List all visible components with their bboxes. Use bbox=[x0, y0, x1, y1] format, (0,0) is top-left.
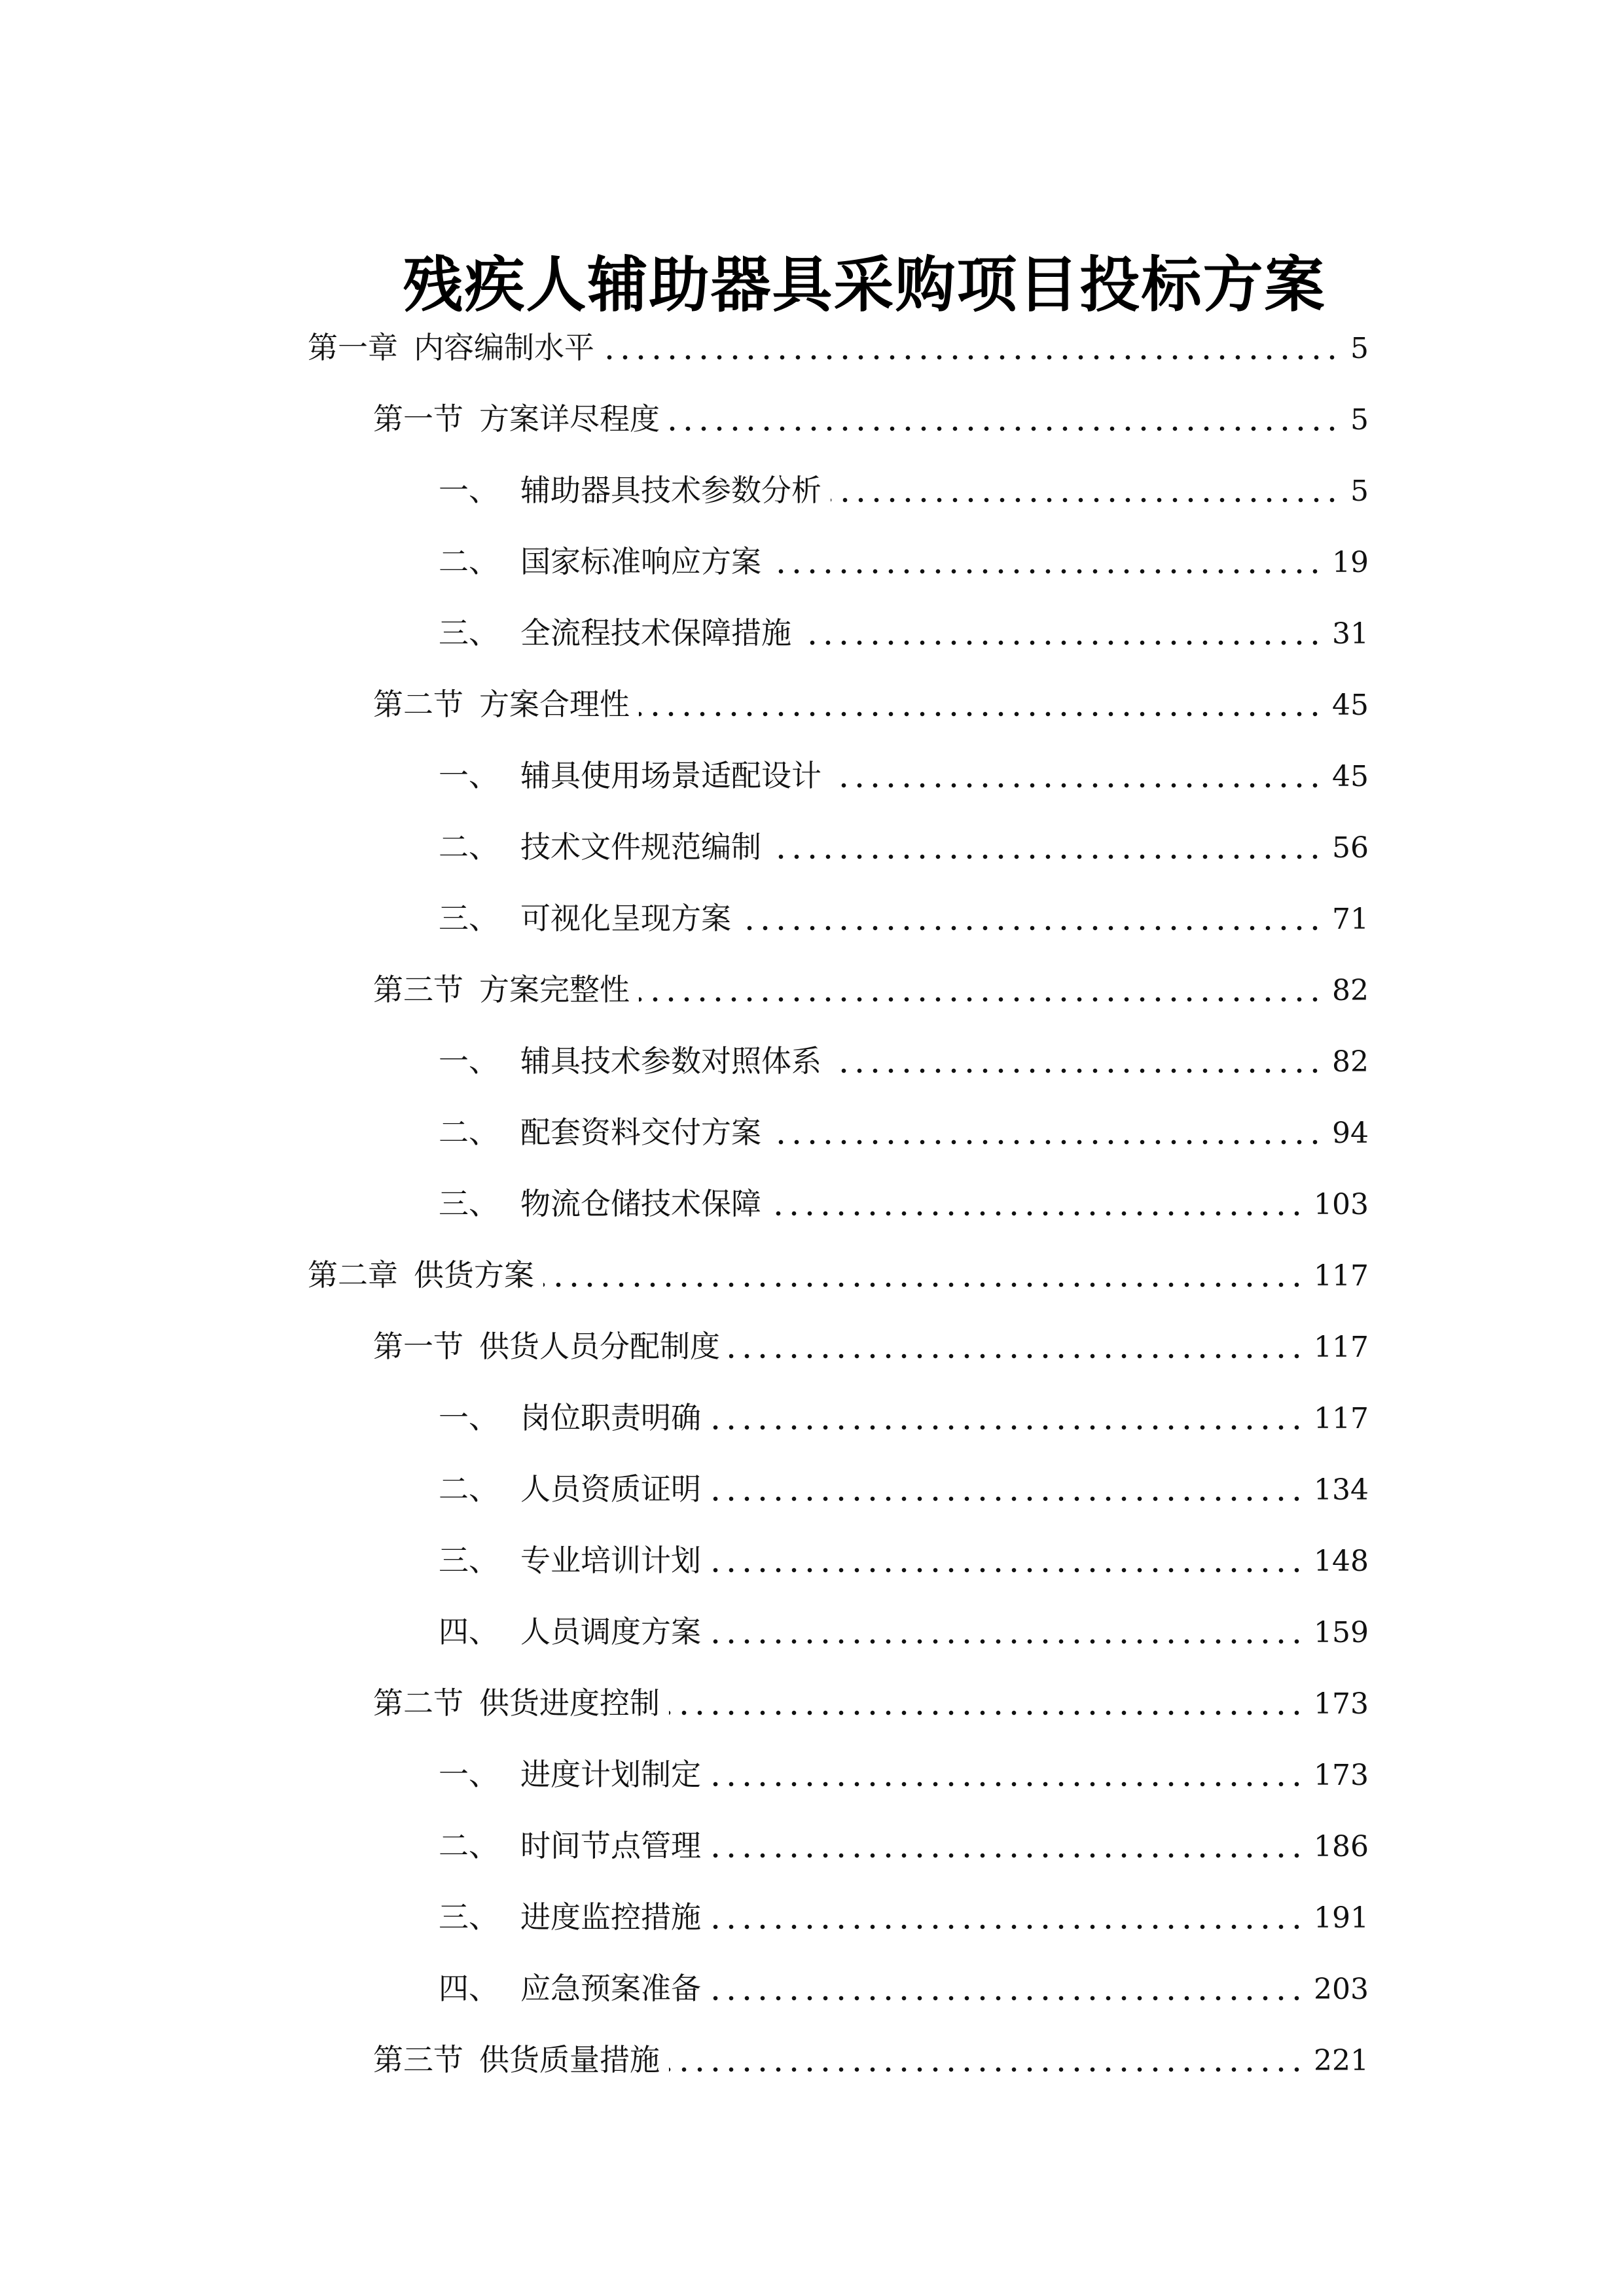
dot-leader bbox=[831, 1067, 1323, 1074]
toc-entry-section[interactable] bbox=[373, 966, 1369, 1012]
dot-leader bbox=[740, 925, 1323, 931]
toc-entry-section[interactable] bbox=[373, 1323, 1369, 1369]
toc-page-number: 5 bbox=[1350, 332, 1369, 365]
toc-entry-chapter[interactable] bbox=[308, 324, 1369, 370]
toc-marker: 第三节 bbox=[373, 2042, 463, 2077]
toc-label: 进度计划制定 bbox=[520, 1757, 701, 1792]
toc-entry-subsection[interactable] bbox=[439, 895, 1369, 941]
toc-entry-subsection[interactable] bbox=[439, 1394, 1369, 1440]
dot-leader bbox=[543, 1282, 1305, 1288]
dot-leader bbox=[831, 497, 1340, 503]
toc-page-number: 186 bbox=[1314, 1830, 1369, 1863]
toc-marker: 一、 bbox=[439, 1400, 499, 1435]
toc-label: 专业培训计划 bbox=[520, 1543, 701, 1578]
dot-leader bbox=[710, 1424, 1305, 1431]
toc-page-number: 56 bbox=[1332, 831, 1369, 865]
dot-leader bbox=[770, 1139, 1323, 1145]
toc-label: 内容编制水平 bbox=[414, 330, 594, 365]
toc-page-number: 173 bbox=[1314, 1687, 1369, 1721]
toc-entry-subsection[interactable] bbox=[439, 538, 1369, 584]
dot-leader bbox=[770, 1210, 1305, 1217]
toc-page-number: 45 bbox=[1332, 689, 1369, 722]
dot-leader bbox=[831, 782, 1323, 789]
toc-page-number: 94 bbox=[1332, 1117, 1369, 1150]
document-title: 残疾人辅助器具采购项目投标方案 bbox=[403, 249, 1326, 320]
toc-label: 辅助器具技术参数分析 bbox=[520, 473, 821, 508]
toc-entry-section[interactable] bbox=[373, 2036, 1369, 2082]
toc-label: 方案完整性 bbox=[479, 972, 630, 1007]
toc-label: 进度监控措施 bbox=[520, 1899, 701, 1935]
toc-entry-chapter[interactable] bbox=[308, 1251, 1369, 1297]
toc-page-number: 19 bbox=[1332, 546, 1369, 579]
toc-entry-section[interactable] bbox=[373, 395, 1369, 441]
toc-entry-subsection[interactable] bbox=[439, 1037, 1369, 1083]
toc-marker: 三、 bbox=[439, 615, 499, 651]
toc-marker: 四、 bbox=[439, 1614, 499, 1649]
toc-marker: 三、 bbox=[439, 1186, 499, 1221]
toc-entry-subsection[interactable] bbox=[439, 609, 1369, 655]
dot-leader bbox=[710, 1567, 1305, 1573]
toc-page-number: 117 bbox=[1314, 1259, 1369, 1293]
toc-marker: 二、 bbox=[439, 544, 499, 579]
toc-page-number: 71 bbox=[1332, 903, 1369, 936]
toc-marker: 第三节 bbox=[373, 972, 463, 1007]
dot-leader bbox=[710, 1781, 1305, 1787]
toc-entry-section[interactable] bbox=[373, 1679, 1369, 1725]
dot-leader bbox=[710, 1924, 1305, 1930]
toc-label: 物流仓储技术保障 bbox=[520, 1186, 761, 1221]
dot-leader bbox=[604, 354, 1340, 361]
toc-page-number: 5 bbox=[1350, 475, 1369, 508]
toc-marker: 二、 bbox=[439, 1828, 499, 1863]
toc-entry-subsection[interactable] bbox=[439, 1965, 1369, 2011]
toc-marker: 二、 bbox=[439, 1471, 499, 1507]
toc-label: 供货质量措施 bbox=[479, 2042, 660, 2077]
toc-entry-subsection[interactable] bbox=[439, 467, 1369, 512]
dot-leader bbox=[710, 1852, 1305, 1859]
toc-page-number: 221 bbox=[1314, 2044, 1369, 2077]
toc-entry-subsection[interactable] bbox=[439, 823, 1369, 869]
toc-marker: 一、 bbox=[439, 1757, 499, 1792]
toc-entry-subsection[interactable] bbox=[439, 1537, 1369, 1583]
toc-marker: 三、 bbox=[439, 901, 499, 936]
toc-marker: 第一章 bbox=[308, 330, 398, 365]
dot-leader bbox=[801, 639, 1323, 646]
toc-marker: 二、 bbox=[439, 829, 499, 865]
toc-page-number: 134 bbox=[1314, 1473, 1369, 1507]
toc-entry-subsection[interactable] bbox=[439, 1180, 1369, 1226]
toc-page-number: 31 bbox=[1332, 617, 1369, 651]
toc-entry-subsection[interactable] bbox=[439, 1893, 1369, 1939]
toc-entry-subsection[interactable] bbox=[439, 1109, 1369, 1155]
toc-marker: 二、 bbox=[439, 1115, 499, 1150]
toc-marker: 一、 bbox=[439, 473, 499, 508]
toc-marker: 四、 bbox=[439, 1971, 499, 2006]
toc-entry-subsection[interactable] bbox=[439, 1608, 1369, 1654]
toc-page-number: 173 bbox=[1314, 1759, 1369, 1792]
dot-leader bbox=[669, 2066, 1305, 2073]
toc-page-number: 203 bbox=[1314, 1973, 1369, 2006]
toc-entry-subsection[interactable] bbox=[439, 1751, 1369, 1797]
toc-label: 人员资质证明 bbox=[520, 1471, 701, 1507]
toc-label: 辅具使用场景适配设计 bbox=[520, 758, 821, 793]
toc-entry-subsection[interactable] bbox=[439, 1822, 1369, 1868]
dot-leader bbox=[710, 1496, 1305, 1502]
toc-label: 供货人员分配制度 bbox=[479, 1329, 720, 1364]
toc-marker: 第二节 bbox=[373, 1685, 463, 1721]
toc-label: 全流程技术保障措施 bbox=[520, 615, 791, 651]
toc-page-number: 103 bbox=[1314, 1188, 1369, 1221]
toc-label: 配套资料交付方案 bbox=[520, 1115, 761, 1150]
toc-label: 方案详尽程度 bbox=[479, 401, 660, 437]
toc-entry-subsection[interactable] bbox=[439, 1465, 1369, 1511]
dot-leader bbox=[770, 853, 1323, 860]
toc-label: 供货进度控制 bbox=[479, 1685, 660, 1721]
toc-marker: 一、 bbox=[439, 1043, 499, 1079]
toc-page-number: 159 bbox=[1314, 1616, 1369, 1649]
toc-marker: 第一节 bbox=[373, 401, 463, 437]
toc-page-number: 117 bbox=[1314, 1402, 1369, 1435]
dot-leader bbox=[639, 711, 1323, 717]
dot-leader bbox=[710, 1638, 1305, 1645]
dot-leader bbox=[639, 996, 1323, 1003]
toc-page-number: 148 bbox=[1314, 1545, 1369, 1578]
toc-label: 可视化呈现方案 bbox=[520, 901, 731, 936]
toc-marker: 第一节 bbox=[373, 1329, 463, 1364]
toc-label: 时间节点管理 bbox=[520, 1828, 701, 1863]
dot-leader bbox=[770, 568, 1323, 575]
toc-label: 人员调度方案 bbox=[520, 1614, 701, 1649]
toc-marker: 一、 bbox=[439, 758, 499, 793]
dot-leader bbox=[669, 425, 1340, 432]
toc-label: 方案合理性 bbox=[479, 687, 630, 722]
toc-marker: 第二章 bbox=[308, 1257, 398, 1293]
toc-page-number: 191 bbox=[1314, 1901, 1369, 1935]
dot-leader bbox=[729, 1353, 1305, 1359]
toc-marker: 第二节 bbox=[373, 687, 463, 722]
toc-entry-subsection[interactable] bbox=[439, 752, 1369, 798]
toc-marker: 三、 bbox=[439, 1899, 499, 1935]
dot-leader bbox=[710, 1995, 1305, 2001]
toc-label: 辅具技术参数对照体系 bbox=[520, 1043, 821, 1079]
toc-label: 技术文件规范编制 bbox=[520, 829, 761, 865]
toc-page-number: 5 bbox=[1350, 403, 1369, 437]
toc-label: 岗位职责明确 bbox=[520, 1400, 701, 1435]
toc-marker: 三、 bbox=[439, 1543, 499, 1578]
toc-page-number: 117 bbox=[1314, 1331, 1369, 1364]
toc-label: 国家标准响应方案 bbox=[520, 544, 761, 579]
toc-entry-section[interactable] bbox=[373, 681, 1369, 726]
dot-leader bbox=[669, 1710, 1305, 1716]
toc-page-number: 45 bbox=[1332, 760, 1369, 793]
toc-page-number: 82 bbox=[1332, 974, 1369, 1007]
toc-page-number: 82 bbox=[1332, 1045, 1369, 1079]
toc-label: 应急预案准备 bbox=[520, 1971, 701, 2006]
toc-label: 供货方案 bbox=[414, 1257, 534, 1293]
